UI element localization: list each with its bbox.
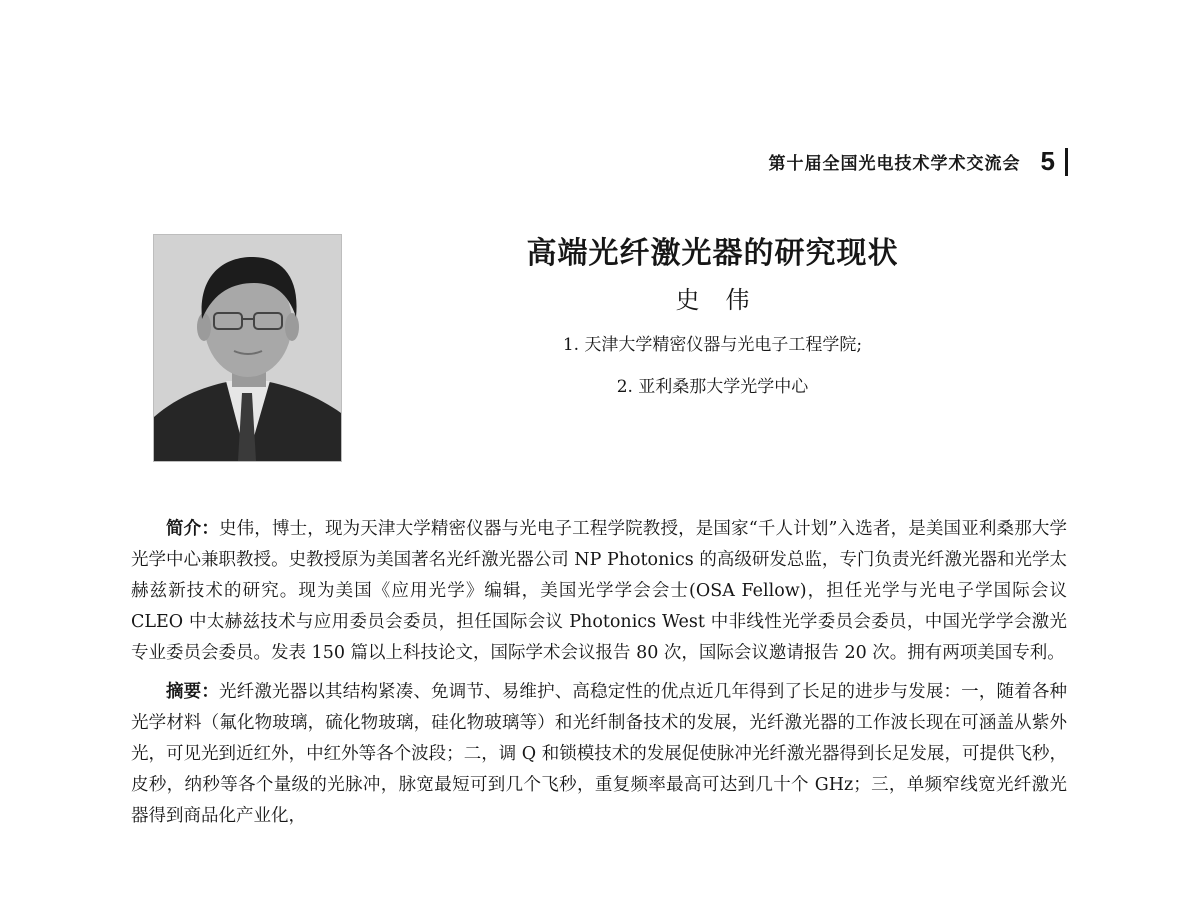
author-name: 史伟 bbox=[675, 286, 776, 314]
abstract-label: 摘要： bbox=[166, 682, 220, 702]
bio-paragraph bbox=[131, 514, 1067, 669]
bio-text: 史伟，博士，现为天津大学精密仪器与光电子工程学院教授，是国家“千人计划”入选者，是美国亚利桑那大学光学中心兼职教授。史教授原为美国著名光纤激光器公司 NP Photonics 的高级研发总监，专门负责光纤激光器和光学太赫兹新技术的研究。现为美国《应用光学》编辑，美国光学学会会士(OSA Fellow)，担任光学与光电子学国际会议 CLEO 中太赫兹技术与应用委员会委员，担任国际会议 Photonics West 中非线性光学委员会委员，中国光学学会激光专业委员会委员。发表 150 篇以上科技论文，国际学术会议报告 80 次，国际会议邀请报告 20 次。拥有两项美国专利。 bbox=[131, 519, 1068, 663]
affiliation-1: 1. 天津大学精密仪器与光电子工程学院; bbox=[562, 335, 863, 355]
paper-title: 高端光纤激光器的研究现状 bbox=[526, 236, 899, 271]
abstract-paragraph bbox=[131, 677, 1067, 832]
running-header bbox=[769, 146, 1068, 177]
bio-label: 简介： bbox=[166, 519, 219, 539]
page-number-rule bbox=[1065, 148, 1068, 176]
running-header-title: 第十届全国光电技术学术交流会 bbox=[768, 154, 1021, 174]
abstract-text: 光纤激光器以其结构紧凑、免调节、易维护、高稳定性的优点近几年得到了长足的进步与发展：一，随着各种光学材料（氟化物玻璃，硫化物玻璃，硅化物玻璃等）和光纤制备技术的发展，光纤激光器的工作波长现在可涵盖从紫外光，可见光到近红外，中红外等各个波段；二，调 Q 和锁模技术的发展促使脉冲光纤激光器得到长足发展，可提供飞秒，皮秒，纳秒等各个量级的光脉冲，脉宽最短可到几个飞秒，重复频率最高可达到几十个 GHz；三，单频窄线宽光纤激光器得到商品化产业化， bbox=[131, 682, 1068, 826]
author-photo bbox=[153, 234, 342, 462]
author-portrait-image bbox=[154, 235, 341, 461]
body-text bbox=[131, 514, 1067, 840]
page-number: 5 bbox=[1040, 146, 1055, 176]
affiliation-2: 2. 亚利桑那大学光学中心 bbox=[616, 377, 809, 397]
